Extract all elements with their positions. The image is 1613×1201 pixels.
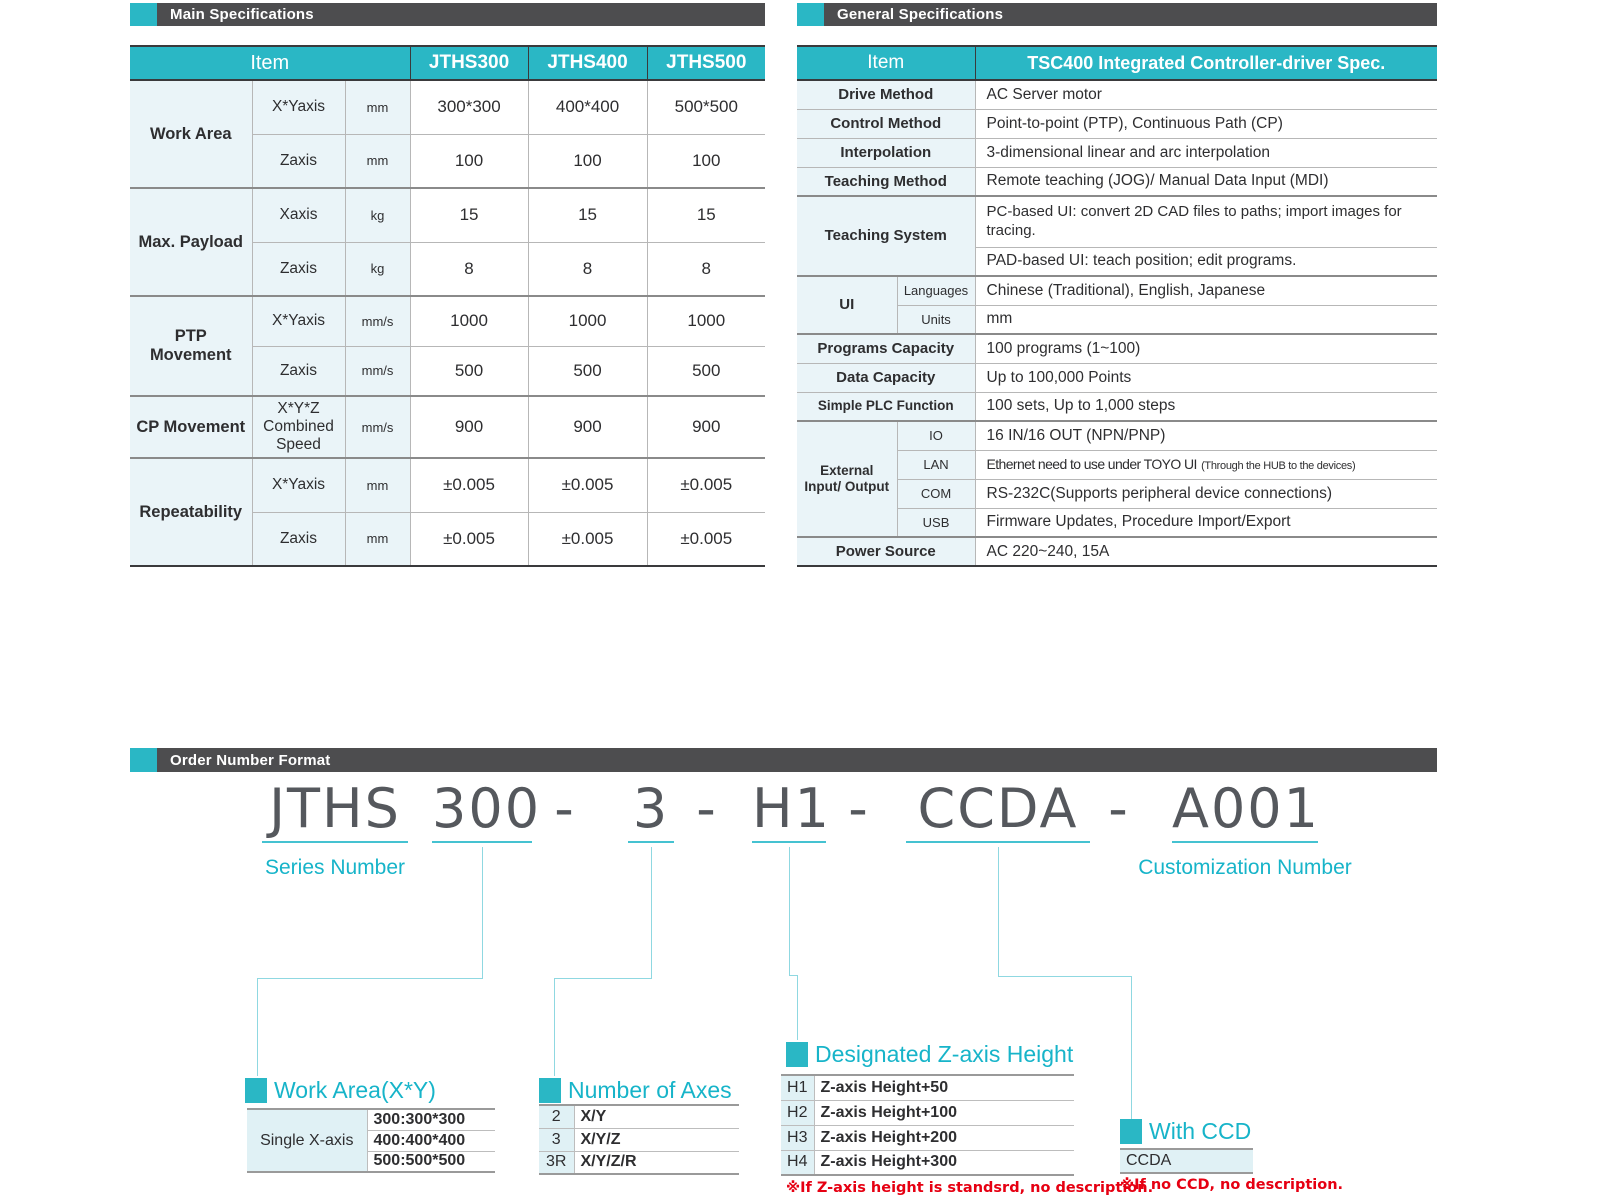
order-code-dash: - [554,777,576,840]
lan-value: Ethernet need to use under TOYO UI [986,455,1197,472]
table-row [130,396,765,458]
main-spec-table [130,45,765,567]
teal-square-icon [245,1078,267,1103]
row-sub-label: IO [897,421,975,450]
order-code-ccd: CCDA [906,779,1090,843]
row-unit: mm/s [345,296,410,346]
table-row [130,458,765,512]
row-value: ±0.005 [410,458,528,512]
connector-line [554,978,555,1076]
main-spec-section-title: Main Specifications [170,6,314,23]
work-area-heading [245,1078,436,1103]
row-unit: mm [345,134,410,188]
teal-square-icon [130,3,157,26]
row-value: 15 [647,188,765,242]
row-value: 500 [410,346,528,396]
connector-line [257,978,258,1076]
row-value: ±0.005 [410,512,528,566]
main-header-model: JTHS300 [410,46,528,80]
main-header-item: Item [130,46,410,80]
row-sub-label: X*Yaxis [252,458,345,512]
table-row [797,392,1437,421]
table-row [797,138,1437,167]
order-code-custom: A001 [1172,779,1318,843]
work-area-title: Work Area(X*Y) [274,1077,436,1103]
row-unit: mm [345,512,410,566]
row-value: 8 [528,242,647,296]
row-sub-label: Units [897,305,975,334]
row-label: Teaching Method [797,167,975,196]
series-number-label: Series Number [264,856,406,879]
row-value: ±0.005 [647,458,765,512]
general-spec-section-bar [797,3,1437,26]
row-label: Teaching System [797,196,975,276]
table-row [797,196,1437,247]
order-format-section-title: Order Number Format [170,751,331,769]
row-value: 100 [528,134,647,188]
row-label: Programs Capacity [797,334,975,363]
axes-code: 2 [539,1105,574,1128]
table-row [797,334,1437,363]
row-value: 1000 [647,296,765,346]
z-height-desc: Z-axis Height+50 [814,1075,1074,1100]
row-label: Data Capacity [797,363,975,392]
axes-code: 3R [539,1151,574,1174]
connector-line [651,847,652,978]
row-unit: mm [345,458,410,512]
axes-desc: X/Y/Z/R [574,1151,739,1174]
z-height-code: H3 [781,1125,814,1150]
row-sub-label: Xaxis [252,188,345,242]
row-sub-label: Zaxis [252,346,345,396]
row-value: Remote teaching (JOG)/ Manual Data Input (MDI) [975,167,1437,196]
table-row [1120,1149,1253,1173]
row-value [975,450,1437,479]
row-value: AC 220~240, 15A [975,537,1437,566]
row-value: 3-dimensional linear and arc interpolation [975,138,1437,167]
row-value: 900 [528,396,647,458]
teal-square-icon [539,1078,561,1103]
row-value: 300*300 [410,80,528,134]
z-height-desc: Z-axis Height+300 [814,1150,1074,1175]
row-label: External Input/ Output [797,421,897,537]
row-value: 500*500 [647,80,765,134]
main-header-model: JTHS400 [528,46,647,80]
row-value: 8 [410,242,528,296]
table-row [797,109,1437,138]
row-label: UI [797,276,897,334]
axes-desc: X/Y/Z [574,1128,739,1151]
table-row [781,1100,1074,1125]
row-unit: mm [345,80,410,134]
customization-number-label: Customization Number [1138,856,1352,879]
table-row [130,80,765,134]
z-height-table [781,1074,1074,1176]
connector-line [482,847,483,978]
table-row [539,1128,739,1151]
row-sub-label: USB [897,508,975,537]
row-label: Drive Method [797,80,975,109]
teal-square-icon [786,1042,808,1067]
table-row [130,188,765,242]
table-row [781,1150,1074,1175]
row-label: Interpolation [797,138,975,167]
teal-square-icon [130,748,157,772]
order-code-series: JTHS [262,779,408,843]
row-value: 900 [410,396,528,458]
axes-heading [539,1078,732,1103]
row-sub-label: X*Yaxis [252,296,345,346]
z-height-desc: Z-axis Height+200 [814,1125,1074,1150]
row-value: 400*400 [528,80,647,134]
row-value: RS-232C(Supports peripheral device connections) [975,479,1437,508]
row-group-label: Repeatability [130,458,252,566]
general-spec-table [797,45,1437,567]
row-value: ±0.005 [647,512,765,566]
connector-line [257,978,483,979]
row-label: Control Method [797,109,975,138]
row-value: Chinese (Traditional), English, Japanese [975,276,1437,305]
table-row [539,1105,739,1128]
row-value: AC Server motor [975,80,1437,109]
row-unit: kg [345,242,410,296]
order-code-dash: - [696,777,718,840]
ccd-value: CCDA [1120,1149,1253,1173]
row-value: 8 [647,242,765,296]
row-unit: mm/s [345,346,410,396]
row-value: ±0.005 [528,512,647,566]
row-value: Up to 100,000 Points [975,363,1437,392]
row-value: 1000 [410,296,528,346]
z-height-code: H2 [781,1100,814,1125]
work-area-row-label: Single X-axis [247,1109,367,1172]
general-header-item: Item [797,46,975,80]
row-value: 900 [647,396,765,458]
row-value: 100 [410,134,528,188]
axes-title: Number of Axes [568,1077,732,1103]
row-value: 15 [410,188,528,242]
lan-value-note: (Through the HUB to the devices) [1201,459,1356,472]
main-header-model: JTHS500 [647,46,765,80]
row-group-label: CP Movement [130,396,252,458]
row-value: Point-to-point (PTP), Continuous Path (CP) [975,109,1437,138]
row-sub-label: LAN [897,450,975,479]
row-label: Power Source [797,537,975,566]
z-height-code: H1 [781,1075,814,1100]
row-value: 500 [528,346,647,396]
row-value: 100 programs (1~100) [975,334,1437,363]
axes-table [539,1104,739,1175]
table-row [797,421,1437,450]
table-row [797,537,1437,566]
work-area-option: 500:500*500 [367,1151,495,1172]
work-area-option: 400:400*400 [367,1130,495,1151]
connector-line [789,975,797,976]
row-value: PC-based UI: convert 2D CAD files to paths; import images for tracing. [975,196,1437,247]
table-row [797,363,1437,392]
z-height-note: ※If Z-axis height is standsrd, no description. [786,1180,1154,1196]
connector-line [998,976,1131,977]
axes-code: 3 [539,1128,574,1151]
row-sub-label: Zaxis [252,242,345,296]
work-area-option: 300:300*300 [367,1109,495,1130]
main-spec-section-bar [130,3,765,26]
order-code-height: H1 [752,779,826,843]
row-value: 100 sets, Up to 1,000 steps [975,392,1437,421]
order-code-dash: - [1108,777,1130,840]
ccd-table [1120,1148,1253,1174]
row-sub-label: Zaxis [252,134,345,188]
table-row [797,167,1437,196]
row-value: Firmware Updates, Procedure Import/Export [975,508,1437,537]
row-value: 100 [647,134,765,188]
row-unit: kg [345,188,410,242]
table-row [539,1151,739,1174]
teal-square-icon [797,3,824,26]
z-height-desc: Z-axis Height+100 [814,1100,1074,1125]
table-row [781,1125,1074,1150]
connector-line [1131,976,1132,1119]
row-value: mm [975,305,1437,334]
row-sub-label: X*Yaxis [252,80,345,134]
axes-desc: X/Y [574,1105,739,1128]
connector-line [789,847,790,975]
z-height-title: Designated Z-axis Height [815,1041,1074,1067]
order-code-dash: - [848,777,870,840]
row-sub-label: Zaxis [252,512,345,566]
row-group-label: Max. Payload [130,188,252,296]
row-value: 15 [528,188,647,242]
work-area-table [247,1108,495,1173]
ccd-note: ※If no CCD, no description. [1120,1177,1344,1193]
teal-square-icon [1120,1119,1142,1144]
row-value: PAD-based UI: teach position; edit programs. [975,247,1437,276]
row-value: ±0.005 [528,458,647,512]
table-row [797,276,1437,305]
table-row [781,1075,1074,1100]
row-value: 16 IN/16 OUT (NPN/PNP) [975,421,1437,450]
table-row [797,80,1437,109]
row-sub-label: Languages [897,276,975,305]
row-label: Simple PLC Function [797,392,975,421]
general-header-spec: TSC400 Integrated Controller-driver Spec. [975,46,1437,80]
table-row [247,1109,495,1130]
z-height-code: H4 [781,1150,814,1175]
row-value: 500 [647,346,765,396]
order-format-section-bar [130,748,1437,772]
ccd-title: With CCD [1149,1118,1252,1144]
ccd-heading [1120,1119,1251,1144]
z-height-heading [786,1042,1073,1067]
connector-line [554,978,652,979]
connector-line [998,847,999,976]
row-value: 1000 [528,296,647,346]
table-row [130,296,765,346]
order-code-axes: 3 [628,779,674,843]
order-code-work-area: 300 [432,779,532,843]
connector-line [797,975,798,1040]
general-spec-section-title: General Specifications [837,6,1004,23]
row-group-label: PTP Movement [130,296,252,396]
row-unit: mm/s [345,396,410,458]
row-sub-label: X*Y*Z Combined Speed [252,396,345,458]
row-sub-label: COM [897,479,975,508]
row-group-label: Work Area [130,80,252,188]
